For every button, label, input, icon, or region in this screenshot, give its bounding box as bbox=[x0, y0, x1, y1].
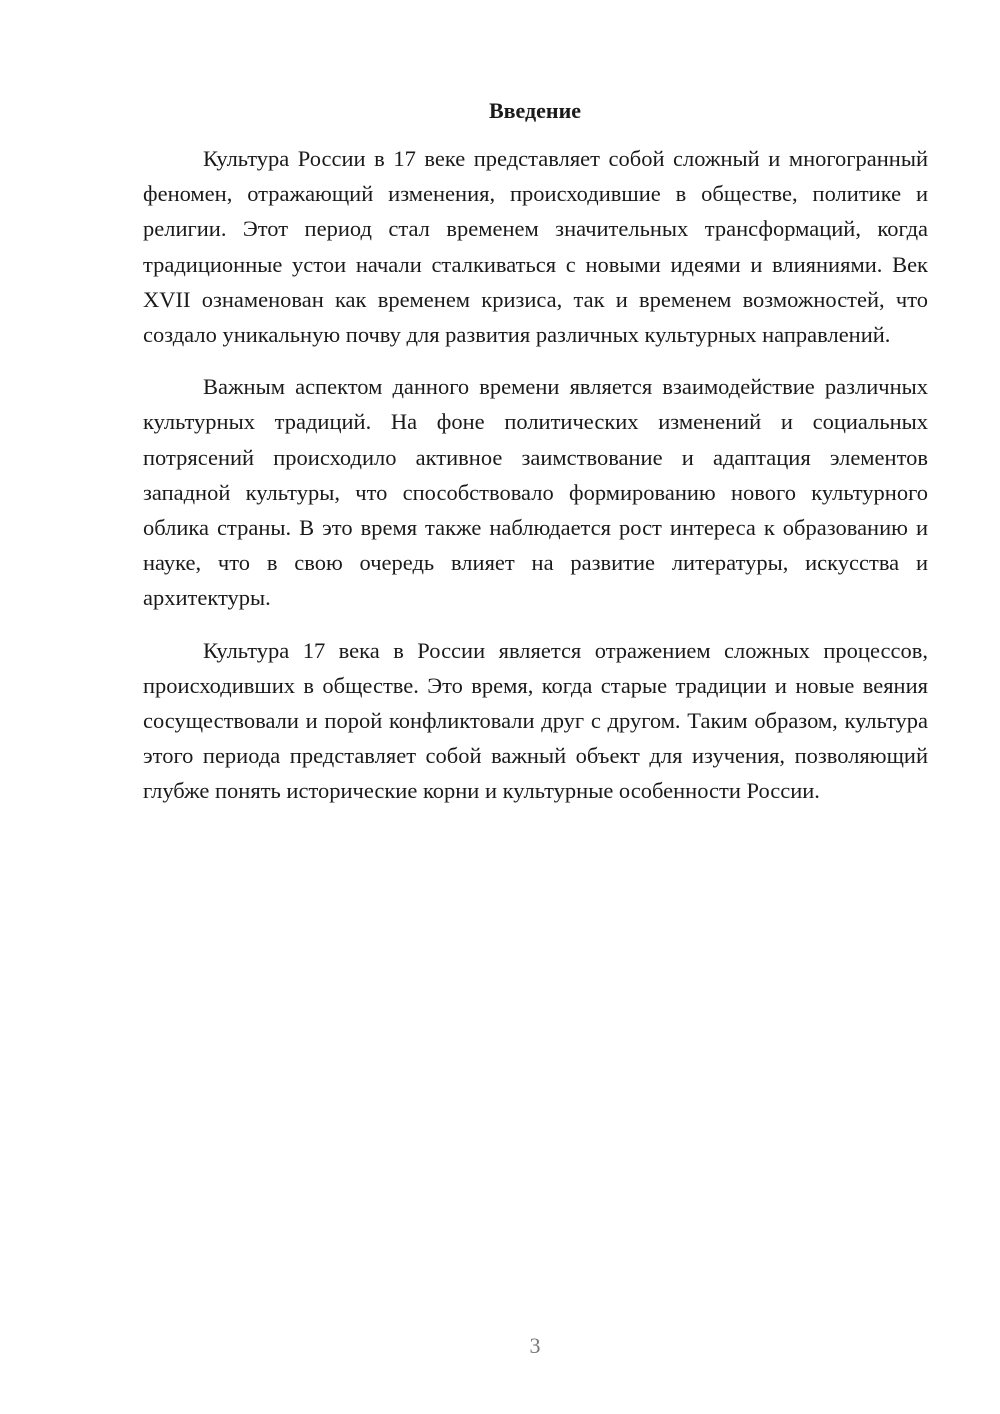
body-text bbox=[143, 141, 928, 826]
paragraph-3: Культура 17 века в России является отражением сложных процессов, происходивших в обществе. Это время, когда старые традиции и новые веяния сосуществовали и порой конфликтовали друг с другом. Таким образом, культура этого периода представляет собой важный объект для изучения, позволяющий глубже понять исторические корни и культурные особенности России. bbox=[143, 637, 928, 804]
section-title: Введение bbox=[488, 98, 582, 123]
paragraph-2: Важным аспектом данного времени является взаимодействие различных культурных традиций. На фоне политических изменений и социальных потрясений происходило активное заимствование и адаптация элементов западной культуры, что способствовало формированию нового культурного облика страны. В это время также наблюдается рост интереса к образованию и науке, что в свою очередь влияет на развитие литературы, искусства и архитектуры. bbox=[143, 374, 928, 611]
page-number: 3 bbox=[529, 1333, 541, 1358]
paragraph-1: Культура России в 17 веке представляет собой сложный и многогранный феномен, отражающий изменения, происходившие в обществе, политике и религии. Этот период стал временем значительных трансформаций, когда традиционные устои начали сталкиваться с новыми идеями и влияниями. Век XVII ознаменован как временем кризиса, так и временем возможностей, что создало уникальную почву для развития различных культурных направлений. bbox=[143, 146, 928, 348]
